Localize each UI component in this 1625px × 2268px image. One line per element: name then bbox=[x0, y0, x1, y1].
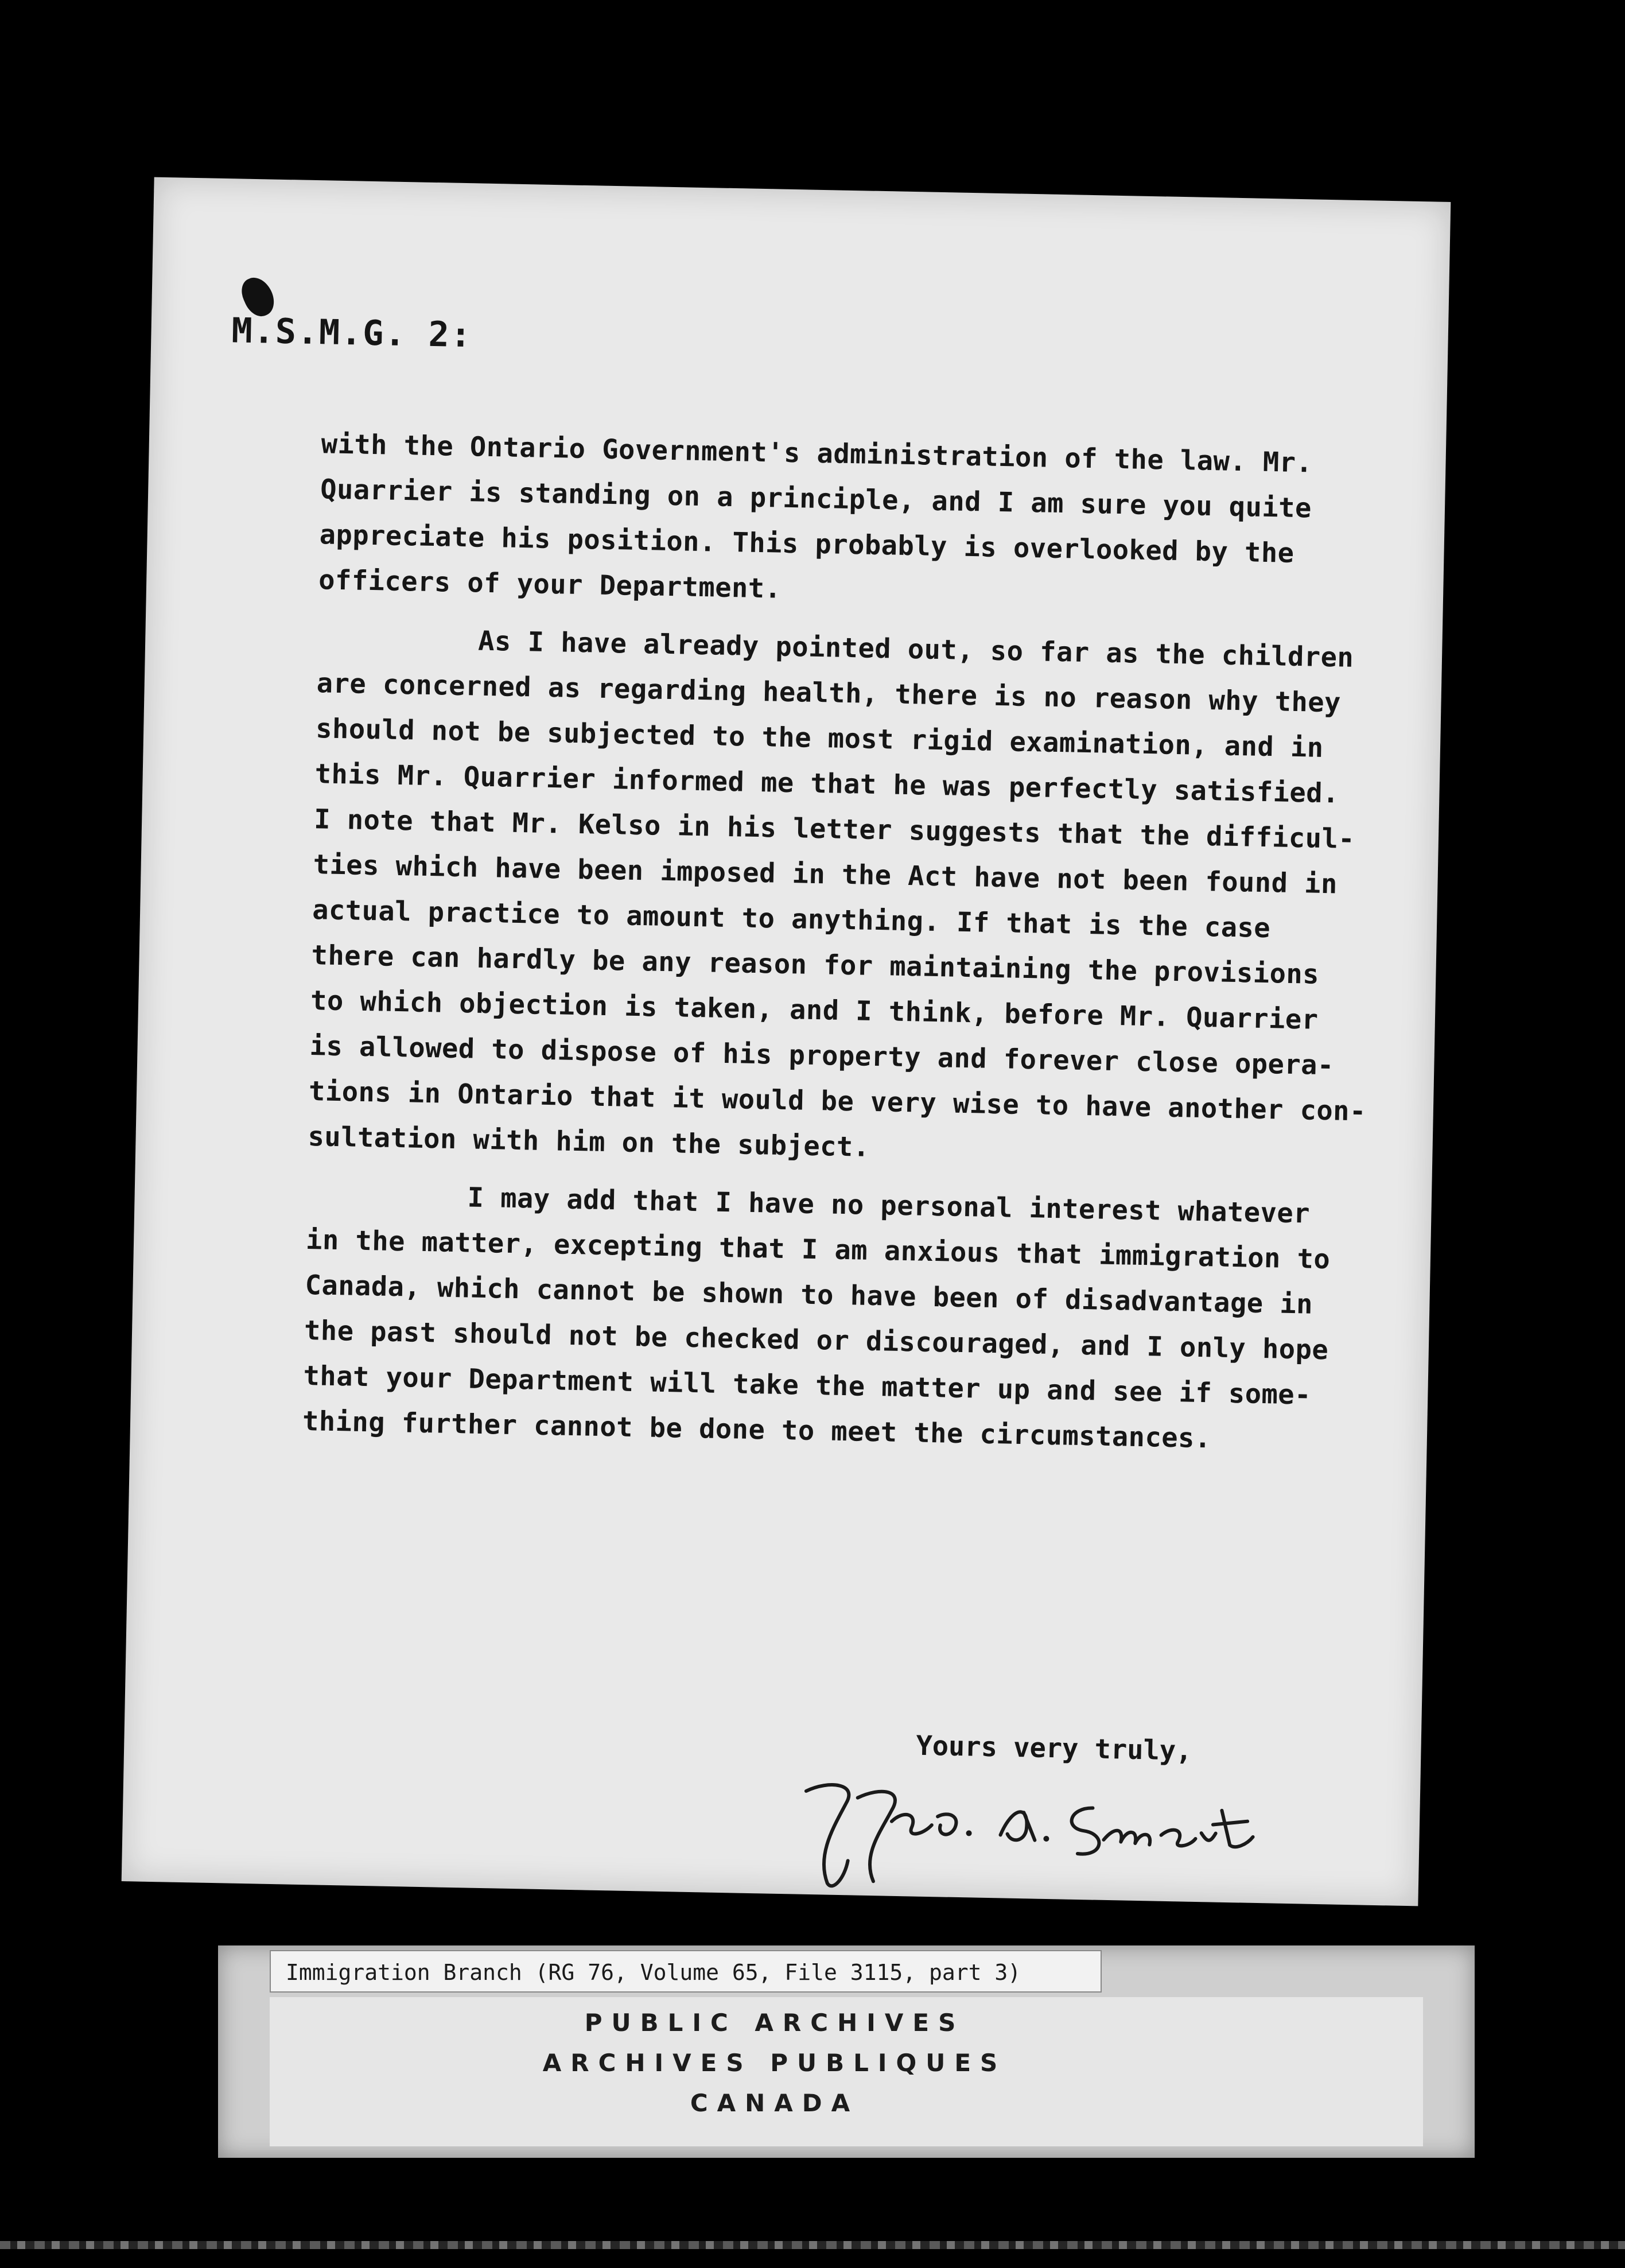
text-line: is allowed to dispose of his property and forever close opera- bbox=[309, 1030, 1335, 1082]
letter-body bbox=[302, 421, 1377, 1464]
text-line: there can hardly be any reason for maintaining the provisions bbox=[311, 939, 1320, 991]
film-edge-strip bbox=[0, 2241, 1625, 2249]
letter-page bbox=[122, 177, 1451, 1906]
archive-stamp bbox=[275, 2003, 1274, 2123]
text-line: tions in Ontario that it would be very wise to have another con- bbox=[308, 1075, 1367, 1128]
text-line: I note that Mr. Kelso in his letter suggests that the difficul- bbox=[313, 803, 1355, 855]
text-line: appreciate his position. This probably is overlooked by the bbox=[319, 519, 1295, 569]
paragraph bbox=[318, 421, 1378, 623]
file-reference-tag: Immigration Branch (RG 76, Volume 65, File 3115, part 3) bbox=[270, 1950, 1102, 1993]
archive-line: PUBLIC ARCHIVES bbox=[584, 2009, 965, 2037]
page-header-reference: M.S.M.G. 2: bbox=[231, 310, 473, 356]
text-line: thing further cannot be done to meet the circumstances. bbox=[302, 1405, 1212, 1455]
archive-line: CANADA bbox=[690, 2089, 860, 2117]
text-line: officers of your Department. bbox=[318, 564, 782, 605]
paragraph bbox=[302, 1172, 1363, 1464]
text-line: are concerned as regarding health, there is no reason why they bbox=[316, 667, 1342, 719]
text-line: Canada, which cannot be shown to have been of disadvantage in bbox=[305, 1269, 1313, 1321]
text-line: I may add that I have no personal interest whatever bbox=[467, 1182, 1311, 1230]
handwritten-signature bbox=[792, 1768, 1265, 1909]
text-line: Quarrier is standing on a principle, and I am sure you quite bbox=[320, 473, 1312, 525]
text-line: that your Department will take the matter up and see if some- bbox=[303, 1360, 1312, 1411]
text-line: should not be subjected to the most rigid examination, and in bbox=[315, 713, 1324, 764]
text-line: in the matter, excepting that I am anxious that immigration to bbox=[305, 1224, 1331, 1276]
text-line: ties which have been imposed in the Act have not been found in bbox=[313, 849, 1338, 900]
text-line: this Mr. Quarrier informed me that he was perfectly satisfied. bbox=[314, 758, 1340, 810]
archive-line: ARCHIVES PUBLIQUES bbox=[542, 2049, 1007, 2077]
closing-salutation: Yours very truly, bbox=[915, 1730, 1192, 1767]
paragraph bbox=[308, 615, 1374, 1179]
text-line: the past should not be checked or discouraged, and I only hope bbox=[304, 1314, 1329, 1366]
text-line: As I have already pointed out, so far as the children bbox=[477, 625, 1354, 674]
text-line: to which objection is taken, and I think, before Mr. Quarrier bbox=[310, 985, 1319, 1036]
text-line: sultation with him on the subject. bbox=[308, 1121, 870, 1163]
text-line: with the Ontario Government's administration of the law. Mr. bbox=[321, 428, 1313, 479]
text-line: actual practice to amount to anything. If that is the case bbox=[312, 894, 1271, 945]
